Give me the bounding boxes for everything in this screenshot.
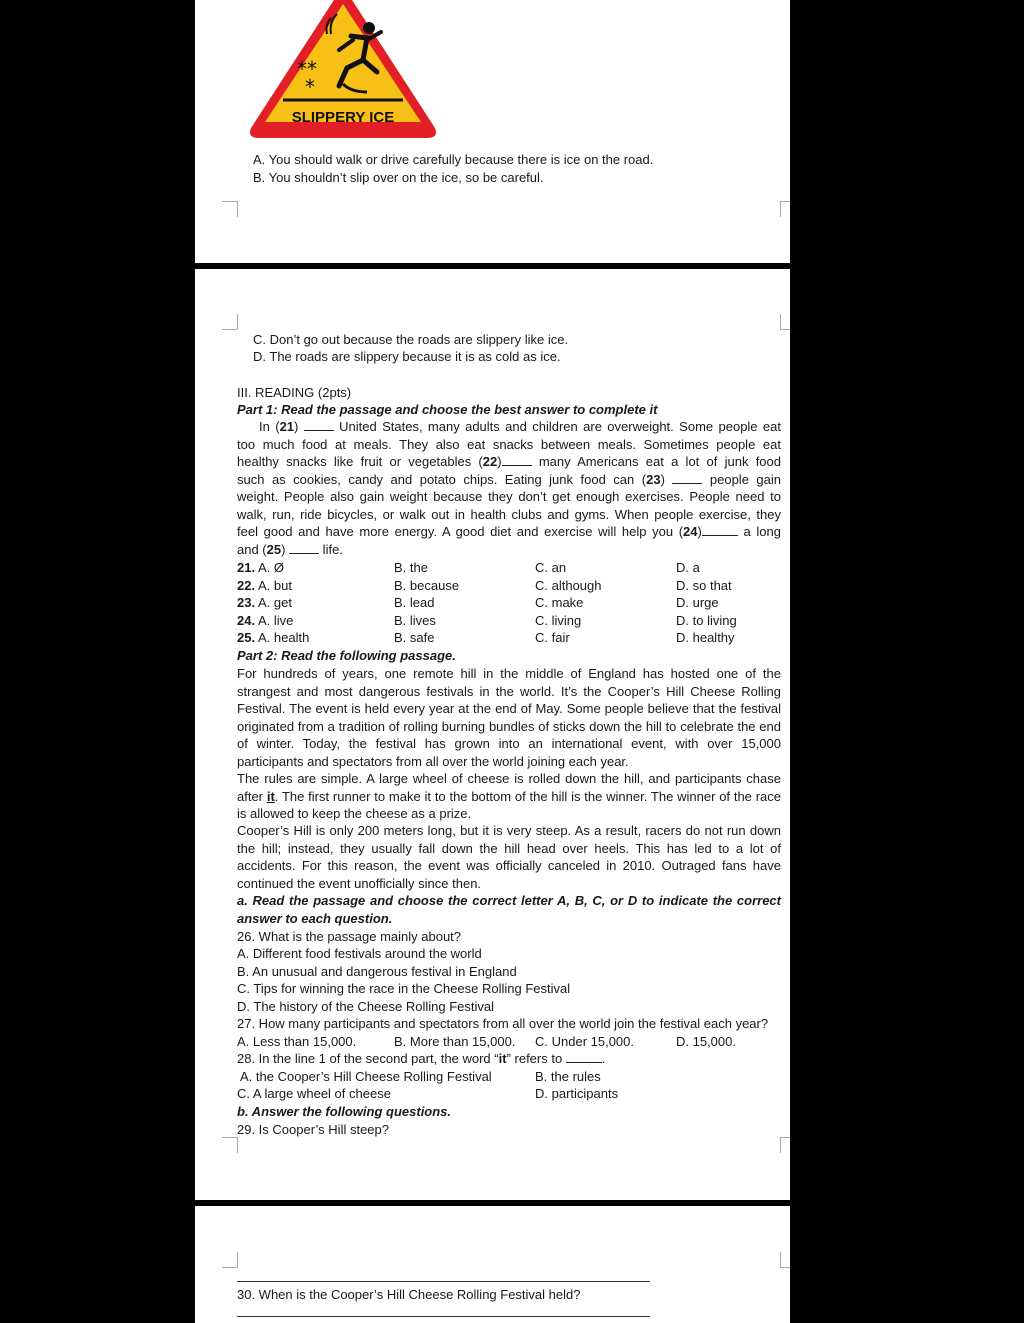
reading-heading: III. READING (2pts) <box>237 385 352 400</box>
q27-option-c: C. Under 15,000. <box>535 1034 635 1049</box>
crop-mark-top-right <box>780 201 790 217</box>
q26-option-b: B. An unusual and dangerous festival in England <box>237 964 517 979</box>
q28-option-d: D. participants <box>535 1086 619 1101</box>
crop-mark-bottom-left-3 <box>222 1252 238 1268</box>
q30-answer-line[interactable] <box>237 1316 650 1317</box>
q28-option-a: A. the Cooper’s Hill Cheese Rolling Festival <box>240 1069 492 1084</box>
crop-mark-bottom-right-3 <box>780 1252 790 1268</box>
q27-option-b: B. More than 15,000. <box>394 1034 516 1049</box>
q26-option-c: C. Tips for winning the race in the Cheese Rolling Festival <box>237 981 571 996</box>
slippery-ice-sign-icon <box>243 0 443 142</box>
q26-option-a: A. Different food festivals around the world <box>237 946 482 961</box>
sign-text: SLIPPERY ICE <box>291 109 395 126</box>
section-a-title: a. Read the passage and choose the correct letter A, B, C, or D to indicate the correct answer to each question. <box>237 893 781 926</box>
passage-2-paragraph-3: Cooper’s Hill is only 200 meters long, but it is very steep. As a result, racers do not run down the hill; instead, they usually fall down the hill head over heels. This has led to a lot of accidents. For this reason, the event was officially canceled in 2010. Outraged fans have continued the event unofficially since then. <box>237 823 781 891</box>
crop-mark-top-left-2 <box>222 1137 238 1153</box>
section-b-title: b. Answer the following questions. <box>237 1104 452 1119</box>
svg-text:*: * <box>305 75 315 99</box>
q20-option-b: B. You shouldn’t slip over on the ice, so be careful. <box>253 170 544 185</box>
q28-option-c: C. A large wheel of cheese <box>237 1086 391 1101</box>
part1-title: Part 1: Read the passage and choose the best answer to complete it <box>237 402 658 417</box>
q20-option-c: C. Don’t go out because the roads are slippery like ice. <box>253 332 569 347</box>
q29-question: 29. Is Cooper’s Hill steep? <box>237 1122 389 1137</box>
q20-option-d: D. The roads are slippery because it is as cold as ice. <box>253 349 561 364</box>
passage-2-paragraph-2: The rules are simple. A large wheel of cheese is rolled down the hill, and participants chase after it. The first runner to make it to the bottom of the hill is the winner. The winner of the race is allowed to keep the cheese as a prize. <box>237 771 782 821</box>
svg-text:**: ** <box>297 57 317 81</box>
document-page-2: C. Don’t go out because the roads are slippery like ice. D. The roads are slippery because it is as cold as ice. III. READING (2pts) Part 1: Read the passage and choose the best answer to complete it In (21) United States, many adults and children are overweight. Some people eat too much food at meals. They also eat snacks between meals. Sometimes people eat healthy snacks like fruit or vegetables (22) many Americans eat a lot of junk food such as cookies, candy and potato chips. Eating junk food can (23) people gain weight. People also gain weight because they don’t get enough exercises. People need to walk, run, ride bicycles, or walk out in health clubs and gyms. When people exercise, they feel good and have more energy. A good diet and exercise will help you (24) a long and (25) life. 21. A. Ø B. the C. an D. a 22. A. but B. because C. although D. so that 23. A. get B. lead C. make D. urge 24. A. live B. lives C. living D. to living 25. A. health B. safe C. fair D. healthy Part 2: Read the following passage. For hundreds of years, one remote hill in the middle of England has hosted one of the strangest and most dangerous festivals in the world. It’s the Cooper’s Hill Cheese Rolling Festival. The event is held every year at the end of May. Some people believe that the festival originated from a tradition of rolling burning bundles of sticks down the hill to celebrate the end of winter. Today, the festival has grown into an international event, with over 15,000 participants and spectators from all over the world joining each year. The rules are simple. A large wheel of cheese is rolled down the hill, and participants chase after it. The first runner to make it to the bottom of the hill is the winner. The winner of the race is allowed to keep the cheese as a prize. Cooper’s Hill is only 200 meters long, but it is very steep. As a result, racers do not run down the hill; instead, they usually fall down the hill head over heels. This has led to a lot of accidents. For this reason, the event was officially canceled in 2010. Outraged fans have continued the event unofficially since then. a. Read the passage and choose the correct letter A, B, C, or D to indicate the correct answer to each question. 26. What is the passage mainly about? A. Different food festivals around the world B. An unusual and dangerous festival in England C. Tips for winning the race in the Cheese Rolling Festival D. The history of the Cheese Rolling Festival 27. How many participants and spectators from all over the world join the festival each year? A. Less than 15,000. B. More than 15,000. C. Under 15,000. D. 15,000. 28. In the line 1 of the second part, the word “it” refers to . A. the Cooper’s Hill Cheese Rolling Festival B. the rules C. A large wheel of cheese D. participants b. Answer the following questions. 29. Is Cooper’s Hill steep? <box>195 269 790 1200</box>
q27-option-a: A. Less than 15,000. <box>237 1034 357 1049</box>
q28-option-b: B. the rules <box>535 1069 601 1084</box>
document-page-1 <box>195 0 790 263</box>
crop-mark-bottom-right <box>780 314 790 330</box>
q26-question: 26. What is the passage mainly about? <box>237 929 462 944</box>
crop-mark-top-right-2 <box>780 1137 790 1153</box>
q27-question: 27. How many participants and spectators from all over the world join the festival each year? <box>237 1016 769 1031</box>
q27-option-d: D. 15,000. <box>676 1034 736 1049</box>
crop-mark-top-left <box>222 201 238 217</box>
document-page-3 <box>195 1206 790 1323</box>
q30-question: 30. When is the Cooper’s Hill Cheese Rolling Festival held? <box>237 1287 581 1302</box>
q28-question: 28. In the line 1 of the second part, the word “it” refers to . <box>237 1051 606 1066</box>
crop-mark-bottom-left <box>222 314 238 330</box>
passage-2-paragraph-1: For hundreds of years, one remote hill in the middle of England has hosted one of the strangest and most dangerous festivals in the world. It’s the Cooper’s Hill Cheese Rolling Festival. The event is held every year at the end of May. Some people believe that the festival originated from a tradition of rolling burning bundles of sticks down the hill to celebrate the end of winter. Today, the festival has grown into an international event, with over 15,000 participants and spectators from all over the world joining each year. <box>237 666 781 769</box>
part2-title: Part 2: Read the following passage. <box>237 648 456 663</box>
q29-answer-line[interactable] <box>237 1281 650 1282</box>
passage-1: In (21) United States, many adults and children are overweight. Some people eat too much food at meals. They also eat snacks between meals. Sometimes people eat healthy snacks like fruit or vegetables (22) many Americans eat a lot of junk food such as cookies, candy and potato chips. Eating junk food can (23) people gain weight. People also gain weight because they don’t get enough exercises. People need to walk, run, ride bicycles, or walk out in health clubs and gyms. When people exercise, they feel good and have more energy. A good diet and exercise will help you (24) a long and (25) life. <box>237 419 781 557</box>
q20-option-a: A. You should walk or drive carefully because there is ice on the road. <box>253 152 654 167</box>
q26-option-d: D. The history of the Cheese Rolling Festival <box>237 999 494 1014</box>
